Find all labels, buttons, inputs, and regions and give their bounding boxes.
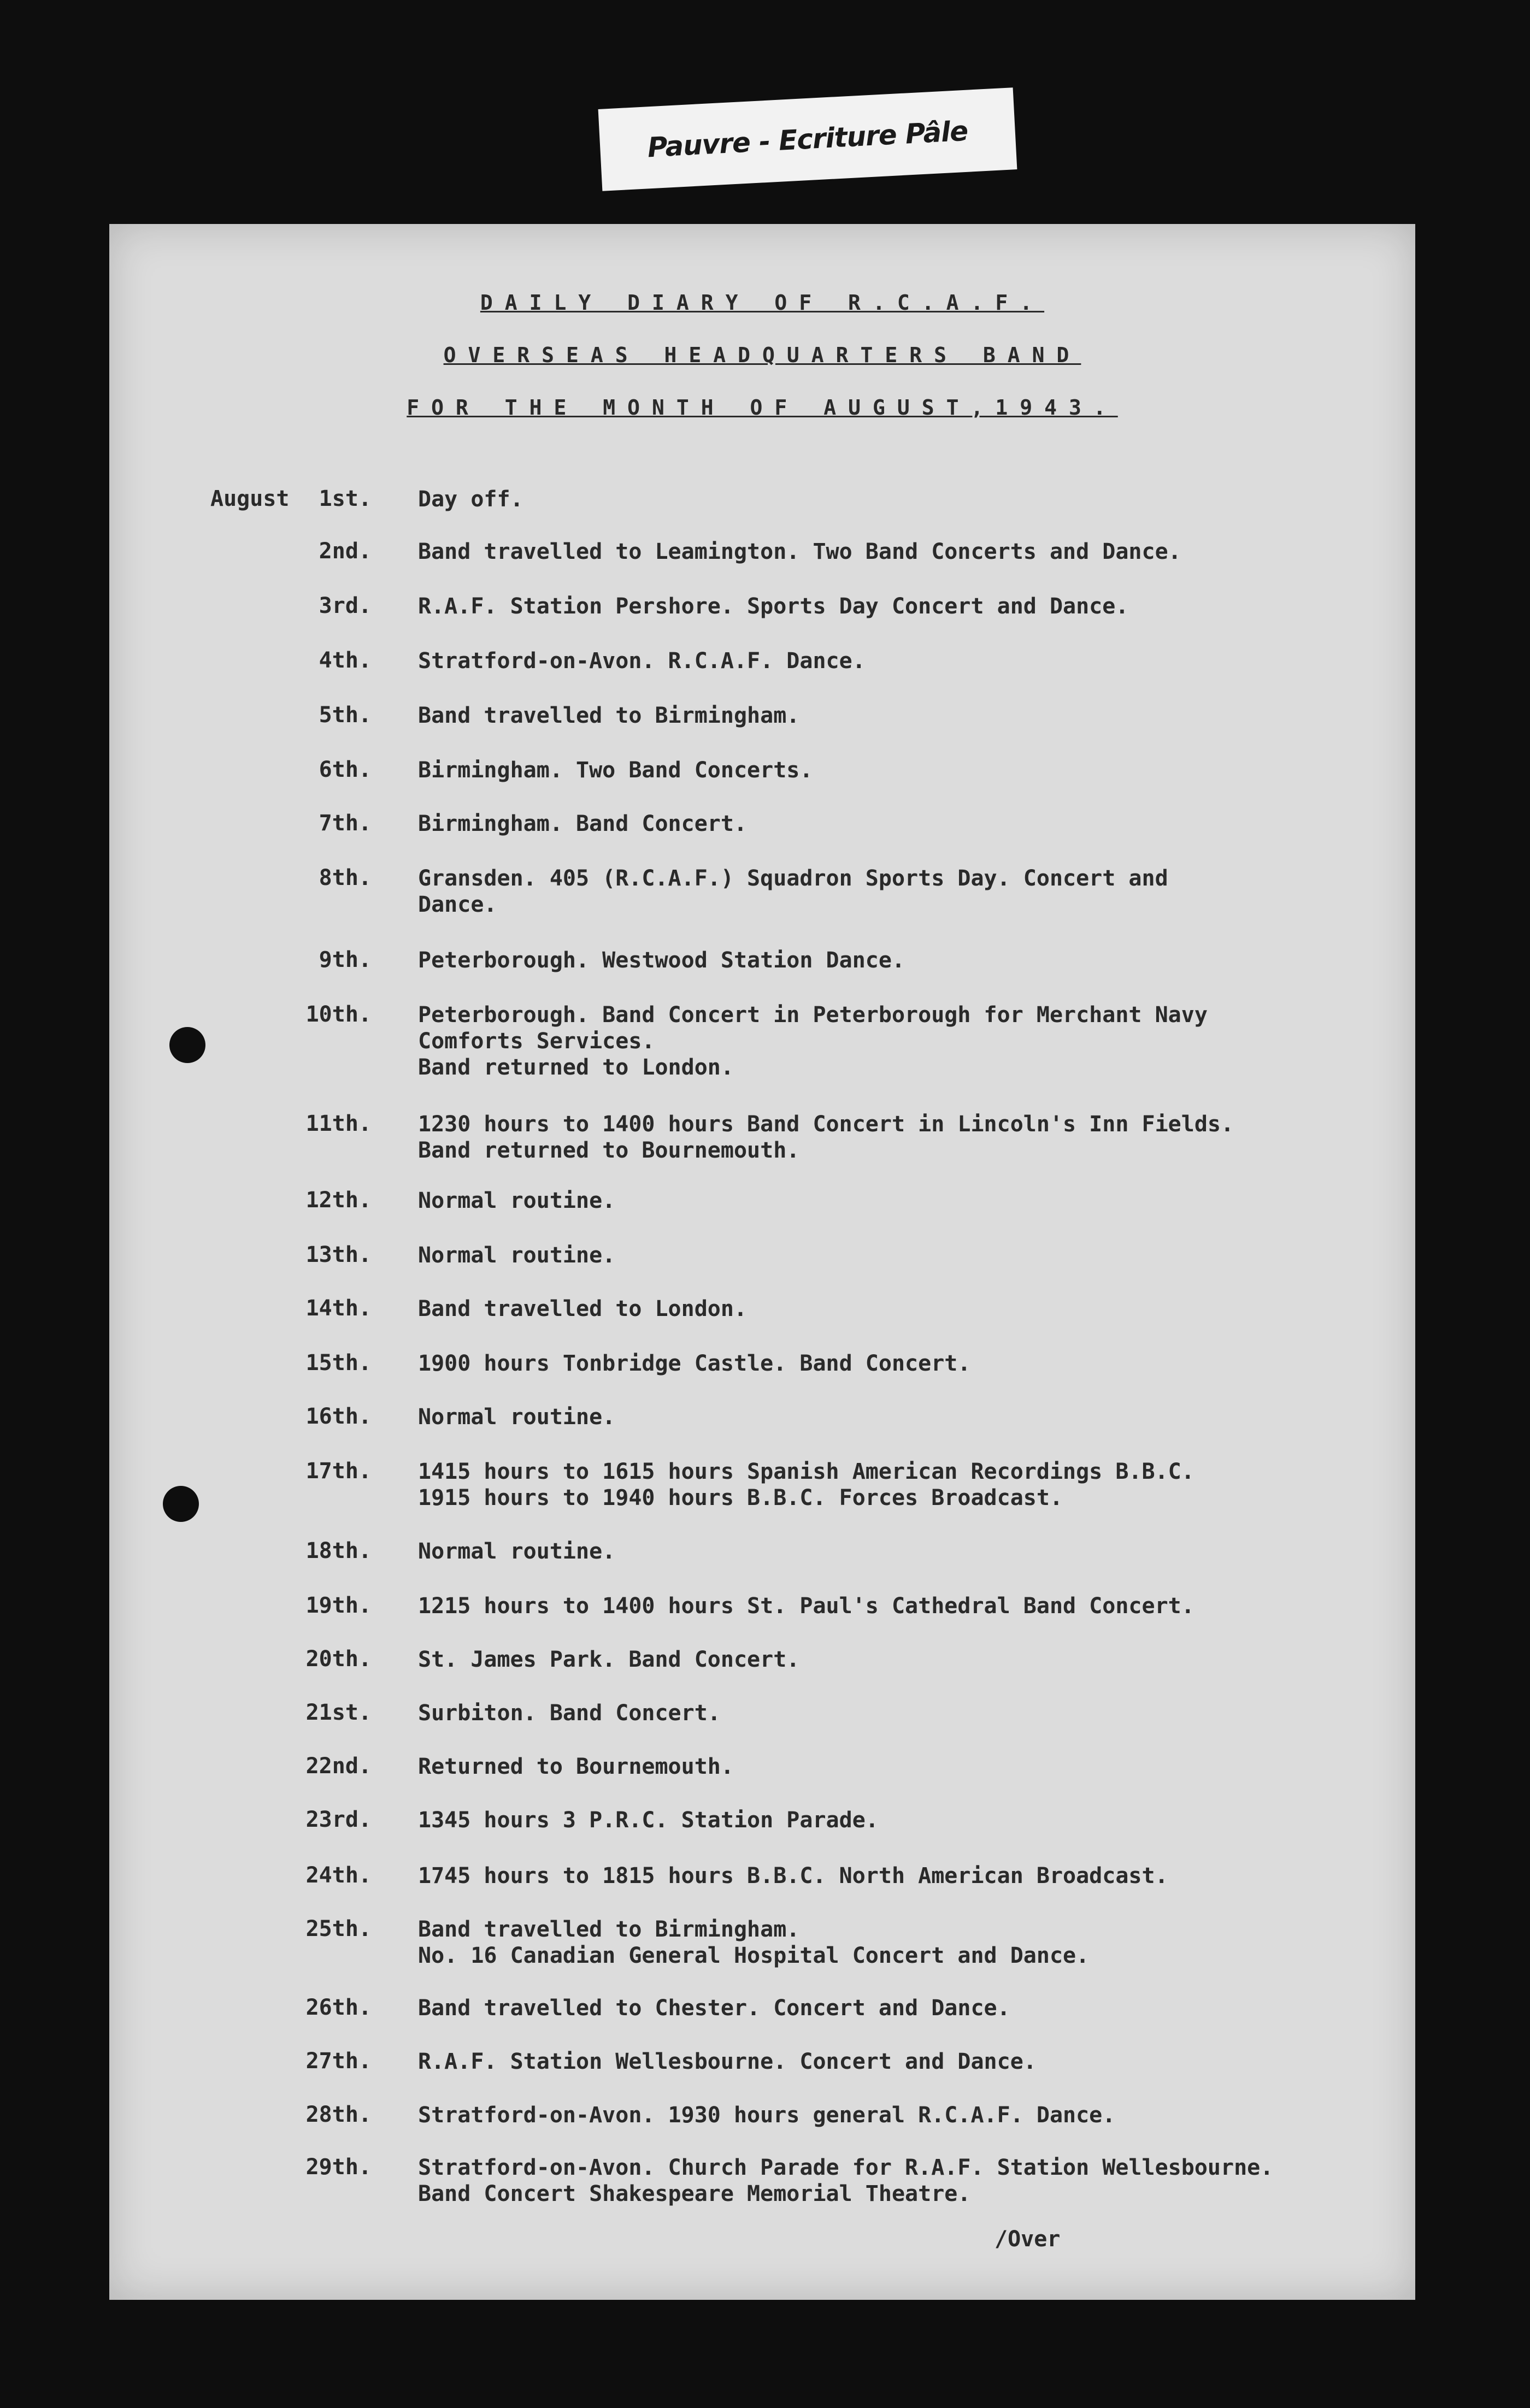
entry-date: 7th.: [319, 811, 372, 836]
entry-date: 15th.: [305, 1350, 372, 1376]
entry-date: 8th.: [319, 865, 372, 890]
punch-hole-upper: [169, 1027, 205, 1063]
entry-date: 23rd.: [305, 1807, 372, 1832]
entry-text: Band travelled to Chester. Concert and Dance.: [418, 1996, 1010, 2021]
punch-hole-lower: [163, 1486, 199, 1522]
continued-over-note: /Over: [994, 2227, 1061, 2252]
entry-date: 5th.: [319, 703, 372, 728]
entry-text: Peterborough. Band Concert in Peterborough for Merchant Navy Comforts Services. Band returned to London.: [418, 1002, 1208, 1080]
entry-date: 19th.: [305, 1593, 372, 1618]
archive-label-text: Pauvre - Ecriture Pâle: [646, 115, 969, 164]
entry-date: 4th.: [319, 648, 372, 673]
entry-text: Stratford-on-Avon. Church Parade for R.A.F. Station Wellesbourne. Band Concert Shakespeare Memorial Theatre.: [418, 2155, 1274, 2206]
entry-date: 16th.: [305, 1404, 372, 1429]
entry-date: 25th.: [305, 1916, 372, 1941]
entry-date: 18th.: [305, 1538, 372, 1563]
diary-page: [109, 224, 1415, 2300]
entry-date: 20th.: [305, 1646, 372, 1672]
entry-text: Day off.: [418, 487, 523, 512]
entry-date: 26th.: [305, 1995, 372, 2020]
entry-text: Stratford-on-Avon. R.C.A.F. Dance.: [418, 648, 866, 674]
entry-date: 10th.: [305, 1002, 372, 1027]
entry-date: 29th.: [305, 2155, 372, 2180]
entry-text: Band travelled to London.: [418, 1296, 748, 1321]
entry-text: R.A.F. Station Pershore. Sports Day Concert and Dance.: [418, 594, 1129, 619]
month-label: August: [210, 486, 290, 511]
diary-entries: [109, 224, 1415, 2300]
entry-text: Gransden. 405 (R.C.A.F.) Squadron Sports Day. Concert and Dance.: [418, 866, 1168, 917]
entry-text: 1900 hours Tonbridge Castle. Band Concert.: [418, 1351, 971, 1376]
entry-date: 14th.: [305, 1296, 372, 1321]
entry-text: 1230 hours to 1400 hours Band Concert in Lincoln's Inn Fields. Band returned to Bournemouth.: [418, 1112, 1234, 1163]
entry-date: 28th.: [305, 2102, 372, 2127]
title-line-2: OVERSEAS HEADQUARTERS BAND: [443, 343, 1081, 367]
entry-date: 13th.: [305, 1242, 372, 1267]
entry-text: Returned to Bournemouth.: [418, 1754, 734, 1779]
entry-text: Surbiton. Band Concert.: [418, 1701, 721, 1726]
title-line-1: DAILY DIARY OF R.C.A.F.: [480, 291, 1045, 315]
entry-text: Band travelled to Leamington. Two Band Concerts and Dance.: [418, 539, 1181, 564]
entry-date: 1st.: [319, 486, 372, 511]
entry-text: Birmingham. Band Concert.: [418, 811, 748, 836]
entry-date: 2nd.: [319, 539, 372, 564]
entry-text: Stratford-on-Avon. 1930 hours general R.C.A.F. Dance.: [418, 2103, 1116, 2128]
entry-date: 21st.: [305, 1700, 372, 1725]
entry-date: 17th.: [305, 1459, 372, 1484]
entry-date: 3rd.: [319, 593, 372, 618]
entry-date: 11th.: [305, 1111, 372, 1136]
entry-date: 12th.: [305, 1188, 372, 1213]
entry-text: Band travelled to Birmingham. No. 16 Canadian General Hospital Concert and Dance.: [418, 1917, 1090, 1968]
title-line-3: FOR THE MONTH OF AUGUST,1943.: [407, 396, 1118, 420]
entry-date: 24th.: [305, 1863, 372, 1888]
entry-text: Normal routine.: [418, 1243, 616, 1268]
entry-text: Band travelled to Birmingham.: [418, 703, 800, 728]
entry-text: Normal routine.: [418, 1188, 616, 1213]
entry-text: R.A.F. Station Wellesbourne. Concert and Dance.: [418, 2049, 1037, 2074]
entry-text: Peterborough. Westwood Station Dance.: [418, 948, 905, 973]
entry-text: 1345 hours 3 P.R.C. Station Parade.: [418, 1808, 879, 1833]
entry-text: 1745 hours to 1815 hours B.B.C. North American Broadcast.: [418, 1863, 1168, 1888]
entry-text: Birmingham. Two Band Concerts.: [418, 758, 813, 783]
entry-date: 27th.: [305, 2049, 372, 2074]
entry-text: 1215 hours to 1400 hours St. Paul's Cathedral Band Concert.: [418, 1593, 1194, 1619]
archive-label-slip: [598, 87, 1017, 191]
entry-date: 6th.: [319, 757, 372, 782]
entry-date: 9th.: [319, 947, 372, 972]
entry-text: Normal routine.: [418, 1404, 616, 1430]
entry-text: 1415 hours to 1615 hours Spanish American Recordings B.B.C. 1915 hours to 1940 hours B.B.C. Forces Broadcast.: [418, 1459, 1194, 1510]
entry-date: 22nd.: [305, 1754, 372, 1779]
entry-text: Normal routine.: [418, 1539, 616, 1564]
entry-text: St. James Park. Band Concert.: [418, 1647, 800, 1672]
